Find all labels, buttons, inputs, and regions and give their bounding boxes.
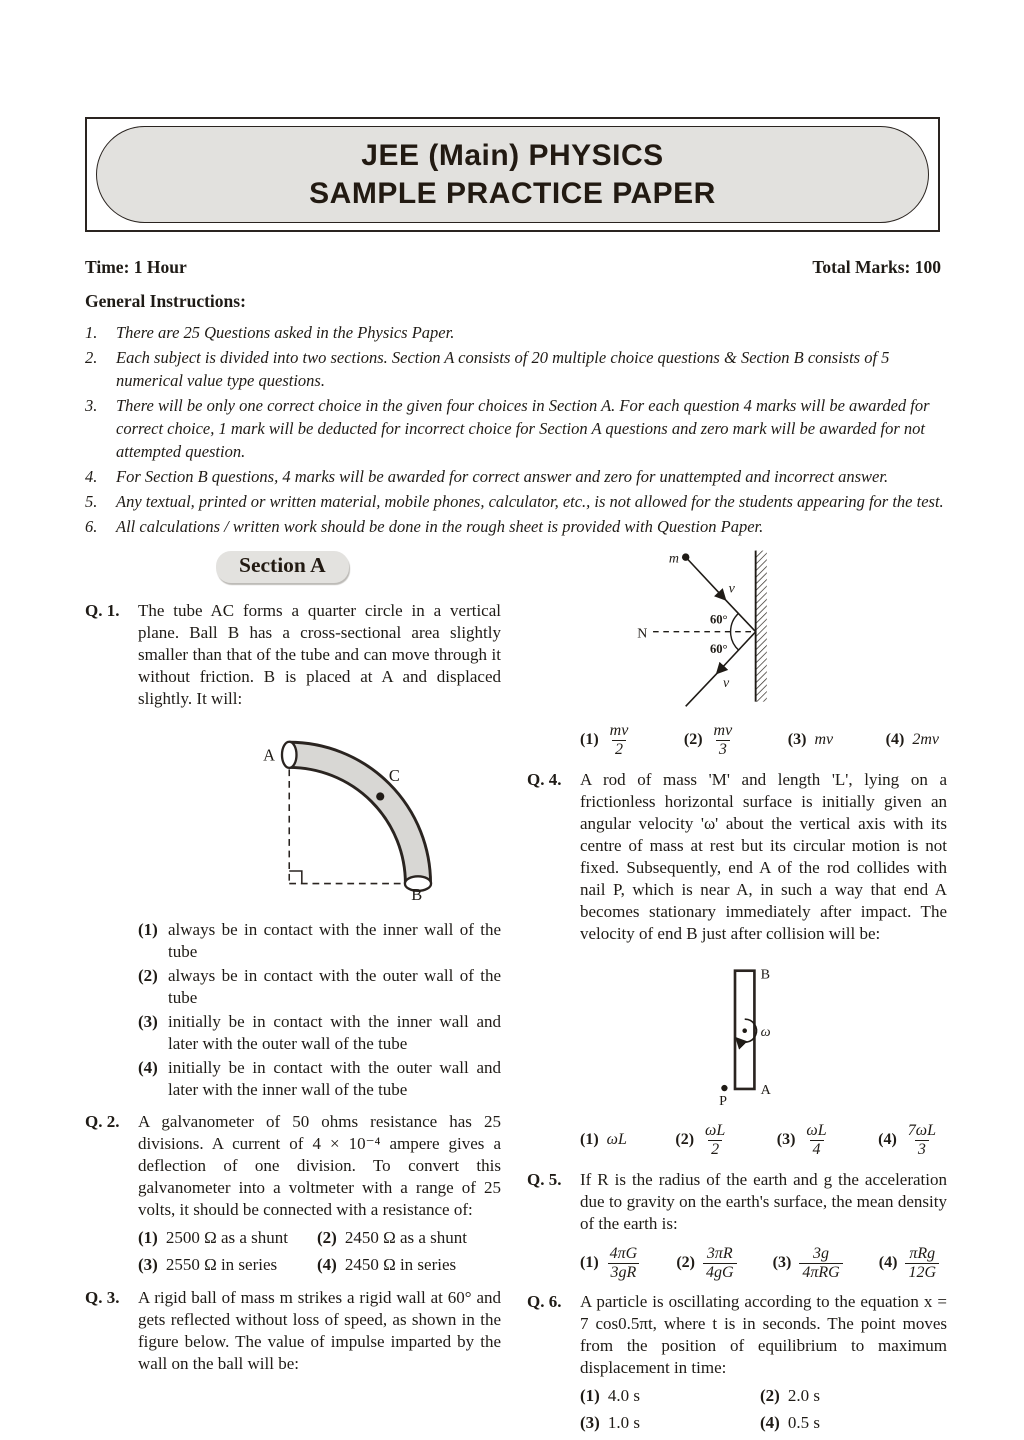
question-number: Q. 5.	[527, 1169, 562, 1189]
instruction-number: 4.	[85, 467, 98, 486]
question-number: Q. 6.	[527, 1292, 562, 1312]
question-text: The tube AC forms a quarter circle in a vertical plane. Ball B has a cross-sectional area slightly smaller than that of the tube and can move through it without friction. B is placed at A and displaced slightly. It will:	[138, 601, 501, 708]
question-body	[138, 600, 501, 1101]
option	[580, 1245, 640, 1282]
fraction-numerator: 7ωL	[907, 1121, 936, 1139]
label-v-incoming: v	[728, 581, 735, 597]
q6-options	[580, 1384, 947, 1435]
option-text: 2450 Ω in series	[344, 1255, 457, 1274]
right-angle-mark	[289, 871, 302, 884]
instruction-number: 2.	[85, 348, 98, 367]
option-fraction	[702, 1122, 728, 1159]
question-number: Q. 4.	[527, 769, 562, 789]
label-C: C	[388, 765, 400, 785]
question-4	[527, 769, 947, 945]
question-text: A galvanometer of 50 ohms resistance has 25 divisions. A current of 4 × 10⁻⁴ ampere gives a deflection of one division. To convert this galvanometer into a voltmeter with a range of 25 volts, it should be connected with a resistance of:	[138, 1112, 501, 1219]
question-text: A rigid ball of mass m strikes a rigid wall at 60° and gets reflected without loss of speed, as shown in the figure below. The value of impulse imparted by the wall on the ball will be:	[138, 1288, 501, 1373]
fraction-denominator: 3	[716, 740, 730, 759]
fraction-denominator: 4gG	[703, 1263, 737, 1282]
fraction-numerator: mv	[609, 722, 629, 739]
q1-options	[138, 919, 501, 1101]
fraction-numerator: 4πG	[609, 1244, 638, 1262]
option-text: ωL	[606, 1131, 627, 1149]
instruction-item	[85, 490, 947, 513]
fraction-denominator: 2	[708, 1140, 722, 1159]
q4-options	[580, 1122, 939, 1159]
point-C-dot	[376, 792, 384, 800]
fraction-denominator: 12G	[905, 1263, 939, 1282]
question-2	[85, 1111, 501, 1277]
question-body	[580, 1291, 947, 1435]
option-number: (4)	[138, 1058, 158, 1077]
option-text: 1.0 s	[607, 1413, 640, 1433]
fraction-numerator: πRg	[909, 1244, 936, 1262]
option-text: always be in contact with the inner wall of the tube	[168, 920, 501, 961]
option	[317, 1226, 501, 1250]
instructions-heading: General Instructions:	[85, 291, 246, 311]
option-number: (3)	[138, 1255, 158, 1274]
q1-quarter-tube-figure	[236, 719, 478, 901]
question-body	[138, 1287, 501, 1375]
option-number: (4)	[317, 1255, 337, 1274]
paper-title-line2: SAMPLE PRACTICE PAPER	[309, 177, 716, 210]
question-number: Q. 2.	[85, 1112, 120, 1131]
option-fraction	[607, 1245, 641, 1282]
label-B: B	[411, 885, 423, 901]
wall-hatching	[756, 551, 767, 702]
left-column	[85, 545, 501, 1440]
question-number: Q. 1.	[85, 601, 120, 620]
option-text: 4.0 s	[607, 1386, 640, 1406]
q2-options	[138, 1226, 501, 1277]
instruction-item	[85, 321, 947, 344]
option-text: mv	[814, 731, 834, 749]
title-pill	[96, 126, 929, 223]
option	[684, 722, 735, 759]
question-text: If R is the radius of the earth and g the acceleration due to gravity on the earth's surface, the mean density of the earth is:	[580, 1169, 947, 1233]
instruction-item	[85, 465, 947, 488]
option	[138, 1253, 317, 1277]
option-number: (1)	[580, 1131, 599, 1149]
option-number: (1)	[580, 1386, 600, 1406]
option-number: (3)	[138, 1012, 158, 1031]
label-m: m	[668, 551, 680, 567]
option-fraction	[607, 722, 632, 759]
option-number: (3)	[580, 1413, 600, 1433]
option	[138, 1057, 501, 1101]
tube-opening-A	[282, 742, 297, 768]
option-number: (3)	[772, 1254, 792, 1272]
option-number: (3)	[787, 731, 807, 749]
meta-row	[85, 257, 941, 278]
question-body	[580, 1169, 947, 1235]
option	[138, 1226, 317, 1250]
option-number: (1)	[580, 731, 599, 749]
option	[777, 1122, 830, 1159]
option-number: (4)	[760, 1413, 780, 1433]
time-allowed: Time: 1 Hour	[85, 257, 187, 277]
option	[773, 1245, 843, 1282]
label-B: B	[760, 966, 771, 983]
fraction-numerator: 3πR	[706, 1244, 733, 1262]
label-P: P	[719, 1092, 727, 1109]
option-fraction	[703, 1245, 737, 1282]
fraction-numerator: ωL	[705, 1121, 726, 1139]
label-N: N	[637, 626, 648, 642]
option-fraction	[905, 1122, 939, 1159]
incoming-ray-tail	[723, 597, 756, 632]
option-text: always be in contact with the outer wall of the tube	[168, 966, 501, 1007]
fraction-denominator: 3gR	[608, 1263, 640, 1282]
option	[317, 1253, 501, 1277]
instruction-item	[85, 394, 947, 463]
q4-rod-nail-figure	[675, 961, 825, 1111]
option-text: 2450 Ω as a shunt	[344, 1228, 468, 1247]
option	[879, 1245, 939, 1282]
fraction-numerator: 3g	[813, 1244, 829, 1262]
nail-P-dot	[721, 1085, 727, 1091]
option-fraction	[803, 1122, 829, 1159]
question-3	[85, 1287, 501, 1375]
option-fraction	[711, 722, 736, 759]
option-number: (4)	[878, 1254, 898, 1272]
option-fraction	[799, 1245, 842, 1282]
rod-center-dot	[742, 1028, 747, 1033]
option	[138, 965, 501, 1009]
q3-options	[580, 722, 939, 759]
option-number: (2)	[683, 731, 703, 749]
option-number: (1)	[138, 1228, 158, 1247]
instruction-number: 5.	[85, 492, 98, 511]
fraction-denominator: 3	[915, 1140, 929, 1159]
section-a-badge-wrap	[216, 551, 501, 583]
question-columns	[85, 545, 947, 1440]
instruction-number: 6.	[85, 517, 98, 536]
option	[675, 1122, 728, 1159]
option-number: (3)	[776, 1131, 796, 1149]
label-v-reflected: v	[723, 675, 730, 691]
section-a-badge: Section A	[216, 551, 349, 583]
question-1	[85, 600, 501, 1101]
instruction-text: All calculations / written work should be done in the rough sheet is provided with Question Paper.	[116, 517, 764, 536]
instruction-text: There are 25 Questions asked in the Physics Paper.	[116, 323, 455, 342]
option	[580, 1128, 627, 1152]
instruction-item	[85, 346, 947, 392]
option	[676, 1245, 736, 1282]
option-number: (2)	[138, 966, 158, 985]
option-number: (2)	[760, 1386, 780, 1406]
option-text: 2500 Ω as a shunt	[165, 1228, 289, 1247]
option	[138, 919, 501, 963]
option	[760, 1411, 947, 1435]
option	[788, 728, 833, 752]
label-omega: ω	[760, 1023, 771, 1040]
question-text: A particle is oscillating according to the equation x = 7 cos0.5πt, where t is in seconds. The point moves from the position of equilibrium to maximum displacement in time:	[580, 1292, 947, 1378]
question-6	[527, 1291, 947, 1435]
option-text: 2550 Ω in series	[165, 1255, 278, 1274]
fraction-denominator: 4	[810, 1140, 824, 1159]
fraction-numerator: mv	[713, 722, 733, 739]
fraction-denominator: 2	[612, 740, 626, 759]
option-text: 2.0 s	[787, 1386, 820, 1406]
option	[580, 722, 631, 759]
question-5	[527, 1169, 947, 1235]
question-body	[138, 1111, 501, 1277]
fraction-numerator: ωL	[806, 1121, 827, 1139]
option-number: (2)	[675, 1131, 695, 1149]
angle-below-label: 60°	[709, 642, 728, 657]
instruction-text: For Section B questions, 4 marks will be awarded for correct answer and zero for unattempted and incorrect answer.	[116, 467, 889, 486]
question-number: Q. 3.	[85, 1288, 120, 1307]
option	[138, 1011, 501, 1055]
option-number: (4)	[885, 731, 905, 749]
total-marks: Total Marks: 100	[812, 257, 941, 277]
label-A: A	[263, 745, 275, 765]
option-text: initially be in contact with the inner wall and later with the outer wall of the tube	[168, 1012, 501, 1053]
option	[886, 728, 939, 752]
tube-body	[289, 742, 430, 883]
option	[760, 1384, 947, 1408]
option-fraction	[905, 1245, 939, 1282]
label-A: A	[760, 1082, 771, 1099]
paper-title-line1: JEE (Main) PHYSICS	[361, 139, 664, 172]
instruction-text: Each subject is divided into two sections. Section A consists of 20 multiple choice questions & Section B consists of 5 numerical value type questions.	[116, 348, 890, 390]
instruction-text: Any textual, printed or written material, mobile phones, calculator, etc., is not allowed for the students appearing for the test.	[116, 492, 944, 511]
option-number: (2)	[676, 1254, 695, 1272]
q3-ball-wall-figure	[583, 545, 863, 711]
option-number: (4)	[878, 1131, 897, 1149]
option-number: (1)	[138, 920, 158, 939]
question-text: A rod of mass 'M' and length 'L', lying on a frictionless horizontal surface is initially given an angular velocity 'ω' about the vertical axis with its centre of mass at rest but its circular motion is not fixed. Subsequently, end A of the rod collides with nail P, which is near A, in such a way that end A becomes stationary immediately after impact. The velocity of end B just after collision will be:	[580, 769, 947, 943]
option-text: 2mv	[912, 731, 939, 749]
right-column	[527, 545, 947, 1440]
question-body	[580, 769, 947, 945]
instruction-text: There will be only one correct choice in the given four choices in Section A. For each question 4 marks will be awarded for correct choice, 1 mark will be deducted for incorrect choice for Section A questions and zero mark will be awarded for not attempted question.	[116, 396, 930, 461]
instruction-number: 1.	[85, 323, 98, 342]
general-instructions	[85, 291, 947, 540]
option	[580, 1384, 760, 1408]
instruction-number: 3.	[85, 396, 98, 415]
title-box	[85, 117, 940, 232]
fraction-denominator: 4πRG	[799, 1263, 842, 1282]
option-number: (1)	[580, 1254, 599, 1272]
q5-options	[580, 1245, 939, 1282]
angle-above-label: 60°	[709, 612, 728, 627]
instruction-item	[85, 515, 947, 538]
option	[580, 1411, 760, 1435]
option-text: 0.5 s	[787, 1413, 820, 1433]
option-text: initially be in contact with the outer wall and later with the inner wall of the tube	[168, 1058, 501, 1099]
option-number: (2)	[317, 1228, 337, 1247]
incoming-ray	[686, 557, 725, 599]
option	[878, 1122, 939, 1159]
reflected-ray-tail	[686, 671, 720, 706]
